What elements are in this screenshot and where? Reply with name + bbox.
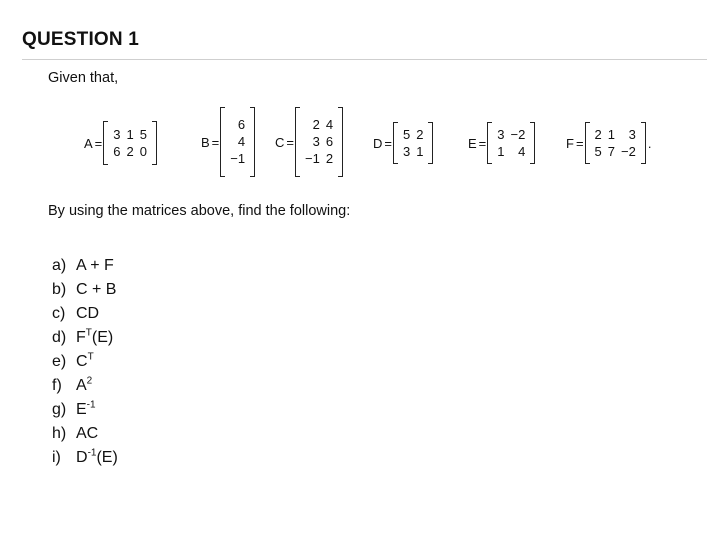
- part-label: b): [52, 281, 67, 298]
- matrix-b-cell: −1: [230, 151, 246, 166]
- part-label: f): [52, 377, 62, 394]
- instruction-text: By using the matrices above, find the following:: [48, 203, 351, 219]
- part-superscript: T: [87, 351, 94, 363]
- matrix-c-cell: 2: [312, 117, 320, 132]
- matrix-a-cell: 3: [113, 126, 121, 142]
- matrix-b-cell: 4: [237, 134, 246, 149]
- part-expression: F: [76, 329, 86, 346]
- matrix-d: D = 5 2 3 1: [373, 122, 433, 164]
- matrix-f-cell: 5: [594, 143, 602, 159]
- question-part-f: [52, 374, 118, 398]
- matrix-d-cell: 2: [416, 126, 424, 142]
- part-superscript: -1: [87, 447, 97, 459]
- part-label: d): [52, 329, 67, 346]
- part-label: e): [52, 353, 67, 370]
- part-expression: CD: [76, 305, 100, 322]
- matrix-c-cell: 3: [312, 134, 320, 149]
- question-part-i: [52, 446, 118, 470]
- part-expression: C + B: [76, 281, 117, 298]
- matrix-f-cell: 3: [628, 126, 636, 142]
- question-part-e: [52, 350, 118, 374]
- intro-text: Given that,: [48, 70, 119, 86]
- matrix-f-cell: 2: [594, 126, 602, 142]
- matrix-c-cell: −1: [304, 151, 320, 166]
- question-parts-list: [52, 254, 118, 470]
- question-part-c: [52, 302, 118, 326]
- part-label: i): [52, 449, 61, 466]
- part-superscript: T: [85, 327, 92, 339]
- matrix-c-cell: 2: [325, 151, 334, 166]
- part-expression: C: [76, 353, 88, 370]
- matrix-e: E = 3 −2 1 4: [468, 122, 535, 164]
- matrix-e-cell: −2: [510, 126, 526, 142]
- question-part-a: [52, 254, 118, 278]
- matrix-d-cell: 1: [416, 143, 424, 159]
- matrix-d-cell: 5: [402, 126, 411, 142]
- matrix-c-name: C: [275, 134, 285, 150]
- question-part-d: [52, 326, 118, 350]
- question-part-g: [52, 398, 118, 422]
- matrix-a-cell: 6: [113, 143, 121, 159]
- part-label: g): [52, 401, 67, 418]
- question-part-h: [52, 422, 118, 446]
- part-superscript: 2: [86, 375, 93, 387]
- matrix-b-cell: 6: [237, 117, 246, 132]
- matrix-e-cell: 3: [497, 126, 505, 142]
- matrix-f-cell: −2: [621, 143, 636, 159]
- matrix-a: A = 3 1 5 6 2 0: [84, 121, 157, 165]
- question-part-b: [52, 278, 118, 302]
- part-superscript: -1: [86, 399, 96, 411]
- matrix-b-name: B: [201, 134, 210, 150]
- matrix-f: F = 2 1 3 5 7 −2 .: [566, 122, 651, 164]
- matrix-f-cell: 7: [607, 143, 616, 159]
- matrix-f-name: F: [566, 135, 574, 151]
- matrix-a-cell: 2: [126, 143, 134, 159]
- matrix-d-name: D: [373, 135, 383, 151]
- matrix-c-cell: 4: [325, 117, 334, 132]
- matrix-c-cell: 6: [325, 134, 334, 149]
- matrix-f-cell: 1: [607, 126, 616, 142]
- part-suffix: (E): [96, 449, 118, 466]
- matrix-a-cell: 5: [139, 126, 147, 142]
- matrix-a-name: A: [84, 135, 93, 151]
- part-expression: A: [76, 377, 87, 394]
- matrix-e-cell: 4: [518, 143, 526, 159]
- part-label: c): [52, 305, 66, 322]
- matrix-d-cell: 3: [402, 143, 411, 159]
- matrix-a-cell: 0: [139, 143, 147, 159]
- part-expression: E: [76, 401, 87, 418]
- matrix-e-name: E: [468, 135, 477, 151]
- matrix-e-cell: 1: [497, 143, 505, 159]
- question-title: QUESTION 1: [22, 29, 140, 50]
- part-expression: AC: [76, 425, 99, 442]
- title-divider: [22, 59, 707, 60]
- part-expression: D: [76, 449, 88, 466]
- part-label: a): [52, 257, 67, 274]
- part-expression: A + F: [76, 257, 114, 274]
- part-suffix: (E): [91, 329, 114, 346]
- matrix-a-cell: 1: [126, 126, 134, 142]
- matrix-b: B = 6 4 −1: [201, 107, 255, 177]
- part-label: h): [52, 425, 67, 442]
- matrix-c: C = 2 4 3 6 −1 2: [275, 107, 343, 177]
